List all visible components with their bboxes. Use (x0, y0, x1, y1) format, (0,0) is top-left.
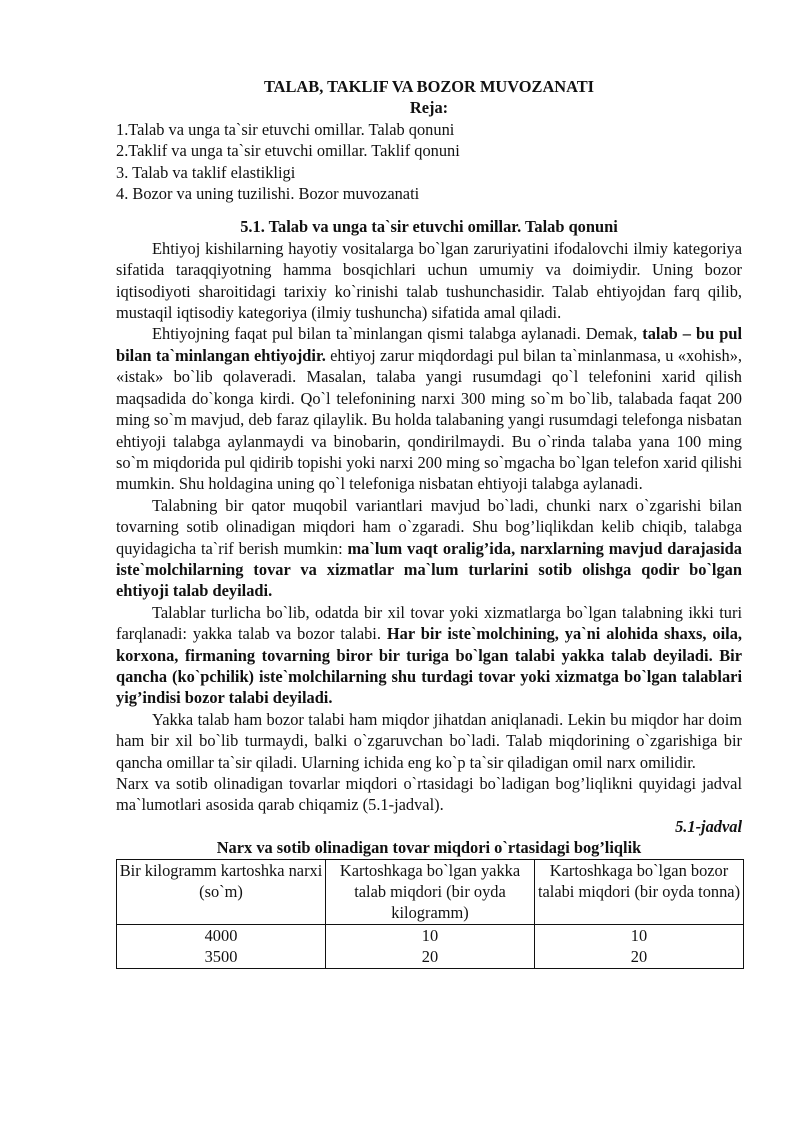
paragraph-6: Narx va sotib olinadigan tovarlar miqdori o`rtasidagi bo`ladigan bog’liqlikni quyidagi jadval ma`lumotlari asosida qarab chiqamiz (5.1-jadval). (116, 774, 742, 815)
plan-list (116, 119, 742, 205)
paragraph-3-definition: ma`lum vaqt oralig’ida, narxlarning mavjud darajasida iste`molchilarning tovar va xizmatlar ma`lum turlarini sotib olishga qodir bo`lgan ehtiyoji talab deyiladi. (116, 538, 742, 601)
document-title: TALAB, TAKLIF VA BOZOR MUVOZANATI (263, 77, 595, 96)
paragraph-4-text-a: Talablar turlicha bo`lib, odatda bir xil tovar yoki xizmatlarga bo`lgan talabning ikki turi farqlanadi: yakka talab va bozor talabi. (116, 602, 742, 644)
table-cell: 20 (535, 946, 744, 968)
paragraph-4 (116, 602, 742, 709)
section-title: 5.1. Talab va unga ta`sir etuvchi omillar. Talab qonuni (240, 217, 618, 237)
paragraph-2-definition: talab – bu pul bilan ta`minlangan ehtiyojdir. (116, 324, 742, 365)
table-cell: 10 (326, 924, 535, 946)
table-number: 5.1-jadval (675, 816, 742, 836)
paragraph-2-text-a: Ehtiyojning faqat pul bilan ta`minlangan qismi talabga aylanadi. Demak, (152, 324, 643, 344)
paragraph-5: Yakka talab ham bozor talabi ham miqdor jihatdan aniqlanadi. Lekin bu miqdor har doim ham bir xil bo`lib turmaydi, balki o`zgaruvchan bo`ladi. Talab miqdorining o`zgarishiga bir qancha omillar ta`sir qiladi. Ularning ichida eng ko`p ta`sir qiladigan omil narx omilidir. (116, 709, 742, 772)
paragraph-4-definition: Har bir iste`molchining, ya`ni alohida shaxs, oila, korxona, firmaning tovarning biror bir turiga bo`lgan talabi yakka talab deyiladi. Bir qancha (ko`pchilik) iste`molchilarning shu turdagi tovar yoki xizmatga bo`lgan talablari yig’indisi bozor talabi deyiladi. (116, 624, 742, 708)
table-header-cell: Kartoshkaga bo`lgan yakka talab miqdori (bir oyda kilogramm) (326, 859, 535, 924)
paragraph-3-text-a: Talabning bir qator muqobil variantlari mavjud bo`ladi, chunki narx o`zgarishi bilan tovarning sotib olinadigan miqdori ham o`zgaradi. Shu bog’liqlikdan kelib chiqib, talabga quyidagicha ta`rif berish mumkin: (116, 495, 742, 558)
paragraph-2-text-c: ehtiyoj zarur miqdordagi pul bilan ta`minlanmasa, u «xohish», «istak» bo`lib qolaveradi. Masalan, talaba yangi rusumdagi qo`l telefonini xarid qilish maqsadida do`konga kirdi. Qo`l telefonining narxi 300 ming so`m bo`lib, talabada faqat 200 ming so`m mavjud, deb faraz qilaylik. Bu holda talabaning yangi rusumdagi telefonga nisbatan ehtiyoji talabga aylanmaydi va binobarin, qondirilmaydi. Bu o`rinda talaba yana 100 ming so`m miqdorida pul qidirib topishi yoki narxi 200 ming so`mgacha bo`lgan telefon xarid qilishi mumkin. Shu holdagina uning qo`l telefoniga nisbatan ehtiyoji talabga aylanadi. (116, 345, 742, 494)
data-table (116, 859, 744, 969)
table-row (117, 946, 744, 968)
table-row (117, 924, 744, 946)
table-cell: 10 (535, 924, 744, 946)
table-cell: 20 (326, 946, 535, 968)
plan-item: 1.Talab va unga ta`sir etuvchi omillar. Talab qonuni (116, 119, 455, 139)
plan-item: 3. Talab va taklif elastikligi (116, 162, 296, 182)
paragraph-3 (116, 495, 742, 602)
plan-heading: Reja: (409, 98, 449, 118)
table-header-cell: Kartoshkaga bo`lgan bozor talabi miqdori (bir oyda tonna) (535, 859, 744, 924)
paragraph-2 (116, 323, 742, 494)
paragraph-1: Ehtiyoj kishilarning hayotiy vositalarga bo`lgan zaruriyatini ifodalovchi ilmiy kategoriya sifatida taraqqiyotning hamma bosqichlari uchun umumiy va doimiydir. Uning bozor iqtisodiyoti sharoitidagi tarixiy ko`rinishi talab tushunchasidir. Talab ehtiyojdan farq qilib, mustaqil iqtisodiy kategoriya (ilmiy tushuncha) sifatida amal qiladi. (116, 238, 742, 323)
plan-item: 2.Taklif va unga ta`sir etuvchi omillar. Taklif qonuni (116, 141, 460, 161)
table-cell: 3500 (117, 946, 326, 968)
plan-item: 4. Bozor va uning tuzilishi. Bozor muvozanati (116, 184, 420, 204)
table-cell: 4000 (117, 924, 326, 946)
document-page (116, 76, 742, 969)
table-header-cell: Bir kilogramm kartoshka narxi (so`m) (117, 859, 326, 924)
table-title: Narx va sotib olinadigan tovar miqdori o`rtasidagi bog’liqlik (216, 838, 642, 858)
table-header-row (117, 859, 744, 924)
